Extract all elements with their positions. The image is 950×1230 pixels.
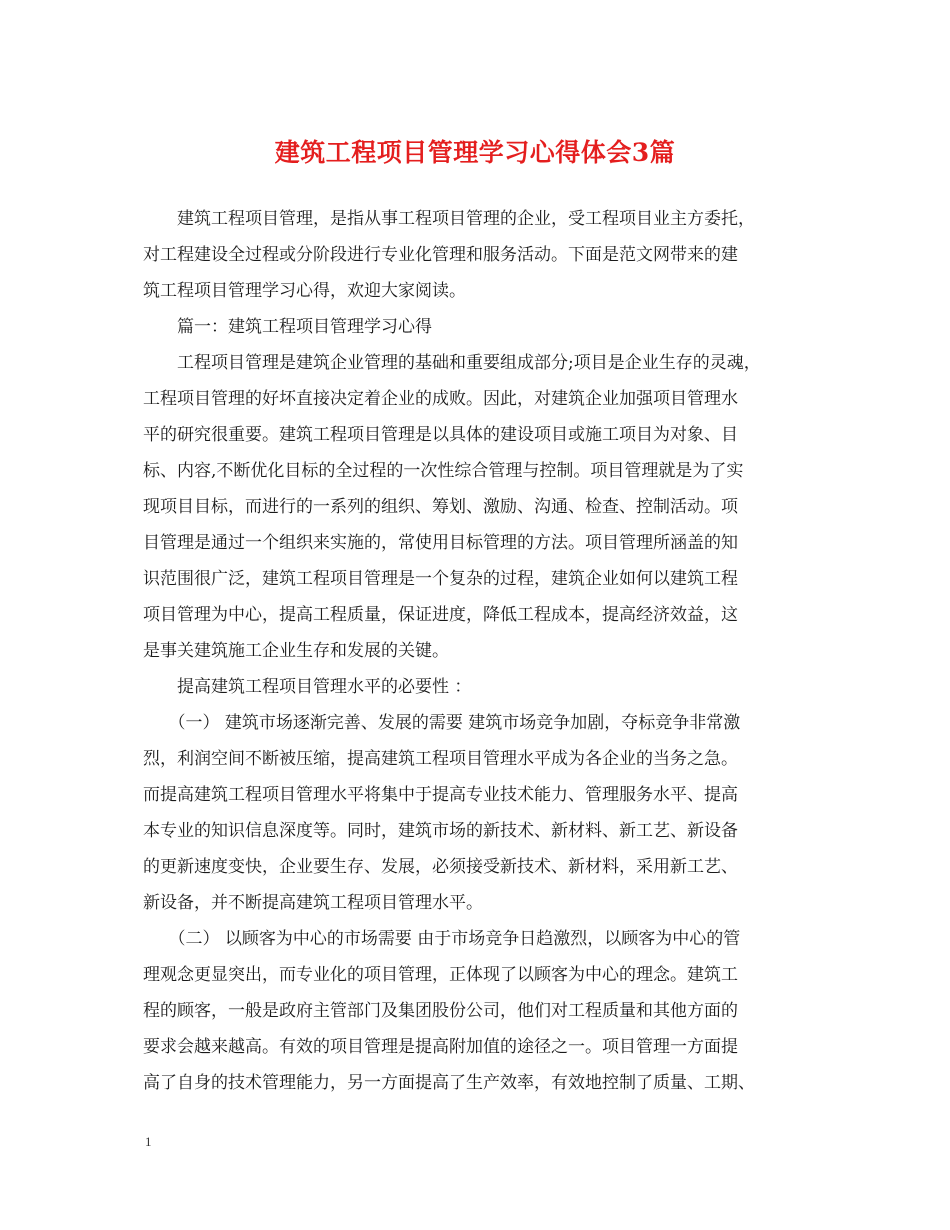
paragraph-line: 标、内容,不断优化目标的全过程的一次性综合管理与控制。项目管理就是为了实 [143, 461, 744, 481]
paragraph-line: 而提高建筑工程项目管理水平将集中于提高专业技术能力、管理服务水平、提高 [143, 785, 738, 805]
paragraph-line: 烈，利润空间不断被压缩，提高建筑工程项目管理水平成为各企业的当务之急。 [143, 749, 738, 769]
paragraph-line: 建筑工程项目管理，是指从事工程项目管理的企业，受工程项目业主方委托， [143, 209, 755, 229]
paragraph-line: （一） 建筑市场逐渐完善、发展的需要 建筑市场竞争加剧，夺标竞争非常激 [143, 713, 741, 733]
paragraph-line: 工程项目管理是建筑企业管理的基础和重要组成部分;项目是企业生存的灵魂， [143, 353, 761, 373]
paragraph-line: 程的顾客，一般是政府主管部门及集团股份公司，他们对工程质量和其他方面的 [143, 1001, 738, 1021]
section-heading: 篇一：建筑工程项目管理学习心得 [143, 317, 432, 337]
paragraph-line: 项目管理为中心，提高工程质量，保证进度，降低工程成本，提高经济效益，这 [143, 605, 738, 625]
paragraph-line: 是事关建筑施工企业生存和发展的关键。 [143, 641, 449, 661]
paragraph-line: 新设备，并不断提高建筑工程项目管理水平。 [143, 893, 483, 913]
paragraph-line: 平的研究很重要。建筑工程项目管理是以具体的建设项目或施工项目为对象、目 [143, 425, 738, 445]
paragraph-line: 工程项目管理的好坏直接决定着企业的成败。因此，对建筑企业加强项目管理水 [143, 389, 738, 409]
paragraph-line: 识范围很广泛，建筑工程项目管理是一个复杂的过程，建筑企业如何以建筑工程 [143, 569, 738, 589]
paragraph-line: 对工程建设全过程或分阶段进行专业化管理和服务活动。下面是范文网带来的建 [143, 245, 738, 265]
paragraph-line: （二） 以顾客为中心的市场需要 由于市场竞争日趋激烈，以顾客为中心的管 [143, 929, 741, 949]
paragraph-line: 的更新速度变快，企业要生存、发展，必须接受新技术、新材料，采用新工艺、 [143, 857, 738, 877]
paragraph-line: 现项目目标，而进行的一系列的组织、筹划、激励、沟通、检查、控制活动。项 [143, 497, 738, 517]
paragraph-line: 高了自身的技术管理能力，另一方面提高了生产效率，有效地控制了质量、工期、 [143, 1073, 755, 1093]
paragraph-line: 提高建筑工程项目管理水平的必要性 ： [143, 677, 472, 697]
paragraph-line: 要求会越来越高。有效的项目管理是提高附加值的途径之一。项目管理一方面提 [143, 1037, 738, 1057]
paragraph-line: 目管理是通过一个组织来实施的，常使用目标管理的方法。项目管理所涵盖的知 [143, 533, 738, 553]
paragraph-line: 理观念更显突出，而专业化的项目管理，正体现了以顾客为中心的理念。建筑工 [143, 965, 738, 985]
document-title: 建筑工程项目管理学习心得体会3篇 [274, 138, 676, 167]
page-number: 1 [145, 1134, 152, 1149]
paragraph-line: 筑工程项目管理学习心得，欢迎大家阅读。 [143, 281, 466, 301]
paragraph-line: 本专业的知识信息深度等。同时，建筑市场的新技术、新材料、新工艺、新设备 [143, 821, 738, 841]
